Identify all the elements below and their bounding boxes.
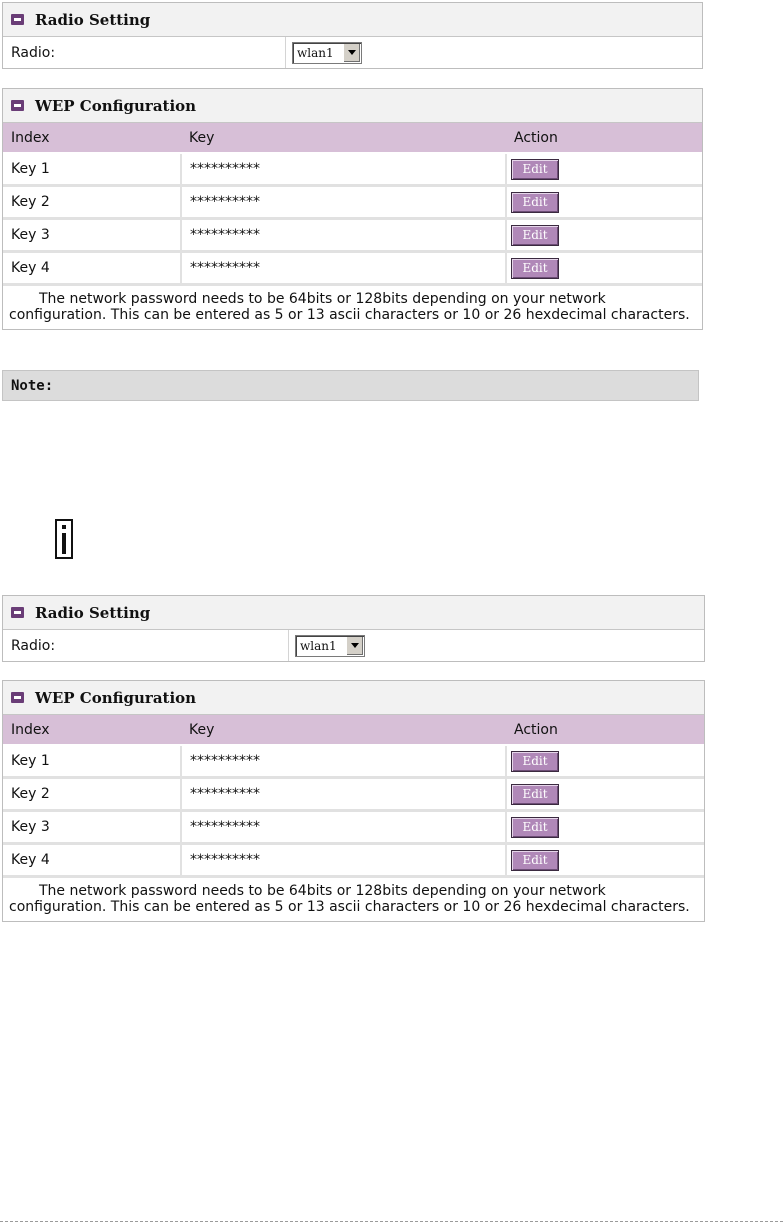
radio-label: Radio: [11,44,56,61]
key-value: ********** [181,745,506,778]
table-row [3,811,704,844]
divider [285,37,286,68]
wep-configuration-header [3,89,702,123]
table-header-row [3,715,704,745]
wep-key-table [3,715,704,878]
page-footer-divider [0,1221,783,1222]
panel-toggle-icon[interactable] [11,607,24,618]
panel-title: WEP Configuration [35,96,197,115]
table-row [3,778,704,811]
key-index: Key 2 [3,186,181,219]
edit-key-2-button[interactable]: Edit [511,192,559,213]
key-index: Key 3 [3,219,181,252]
table-row [3,252,702,285]
chevron-down-icon[interactable] [343,44,360,62]
panel-title: Radio Setting [35,10,151,29]
column-header-action: Action [506,123,702,153]
radio-setting-panel [2,595,705,662]
panel-toggle-icon[interactable] [11,100,24,111]
column-header-index: Index [3,123,181,153]
chevron-down-icon[interactable] [346,637,363,655]
panel-title: WEP Configuration [35,688,197,707]
table-header-row [3,123,702,153]
key-index: Key 1 [3,153,181,186]
action-cell [506,153,702,186]
action-cell [506,844,704,877]
wep-help-text: The network password needs to be 64bits or 128bits depending on your network configuration. This can be entered as 5 or 13 ascii characters or 10 or 26 hexdecimal characters. [9,883,690,915]
key-value: ********** [181,252,506,285]
note-heading: Note: [2,370,699,401]
radio-setting-panel [2,2,703,69]
divider [288,630,289,661]
table-row [3,219,702,252]
column-header-index: Index [3,715,181,745]
action-cell [506,252,702,285]
edit-key-3-button[interactable]: Edit [511,817,559,838]
key-index: Key 2 [3,778,181,811]
radio-setting-header [3,596,704,630]
radio-select-value: wlan1 [300,638,337,653]
column-header-key: Key [181,123,506,153]
wep-key-table [3,123,702,286]
action-cell [506,186,702,219]
key-value: ********** [181,844,506,877]
panel-toggle-icon[interactable] [11,14,24,25]
wep-configuration-header [3,681,704,715]
key-value: ********** [181,153,506,186]
edit-key-2-button[interactable]: Edit [511,784,559,805]
action-cell [506,778,704,811]
edit-key-1-button[interactable]: Edit [511,751,559,772]
key-index: Key 1 [3,745,181,778]
key-index: Key 4 [3,844,181,877]
wep-configuration-panel [2,88,703,330]
edit-key-4-button[interactable]: Edit [511,850,559,871]
table-row [3,186,702,219]
radio-label: Radio: [11,637,56,654]
radio-select[interactable] [292,42,362,64]
table-row [3,844,704,877]
radio-row [3,630,704,661]
key-index: Key 4 [3,252,181,285]
radio-select[interactable] [295,635,365,657]
edit-key-3-button[interactable]: Edit [511,225,559,246]
wep-configuration-panel [2,680,705,922]
column-header-key: Key [181,715,506,745]
edit-key-1-button[interactable]: Edit [511,159,559,180]
key-value: ********** [181,186,506,219]
key-value: ********** [181,778,506,811]
radio-row [3,37,702,68]
key-index: Key 3 [3,811,181,844]
panel-toggle-icon[interactable] [11,692,24,703]
wep-help-text: The network password needs to be 64bits or 128bits depending on your network configuration. This can be entered as 5 or 13 ascii characters or 10 or 26 hexdecimal characters. [9,291,690,323]
key-value: ********** [181,219,506,252]
info-icon [55,519,73,559]
radio-setting-header [3,3,702,37]
action-cell [506,219,702,252]
panel-title: Radio Setting [35,603,151,622]
action-cell [506,745,704,778]
key-value: ********** [181,811,506,844]
column-header-action: Action [506,715,704,745]
radio-select-value: wlan1 [297,45,334,60]
action-cell [506,811,704,844]
table-row [3,745,704,778]
edit-key-4-button[interactable]: Edit [511,258,559,279]
table-row [3,153,702,186]
